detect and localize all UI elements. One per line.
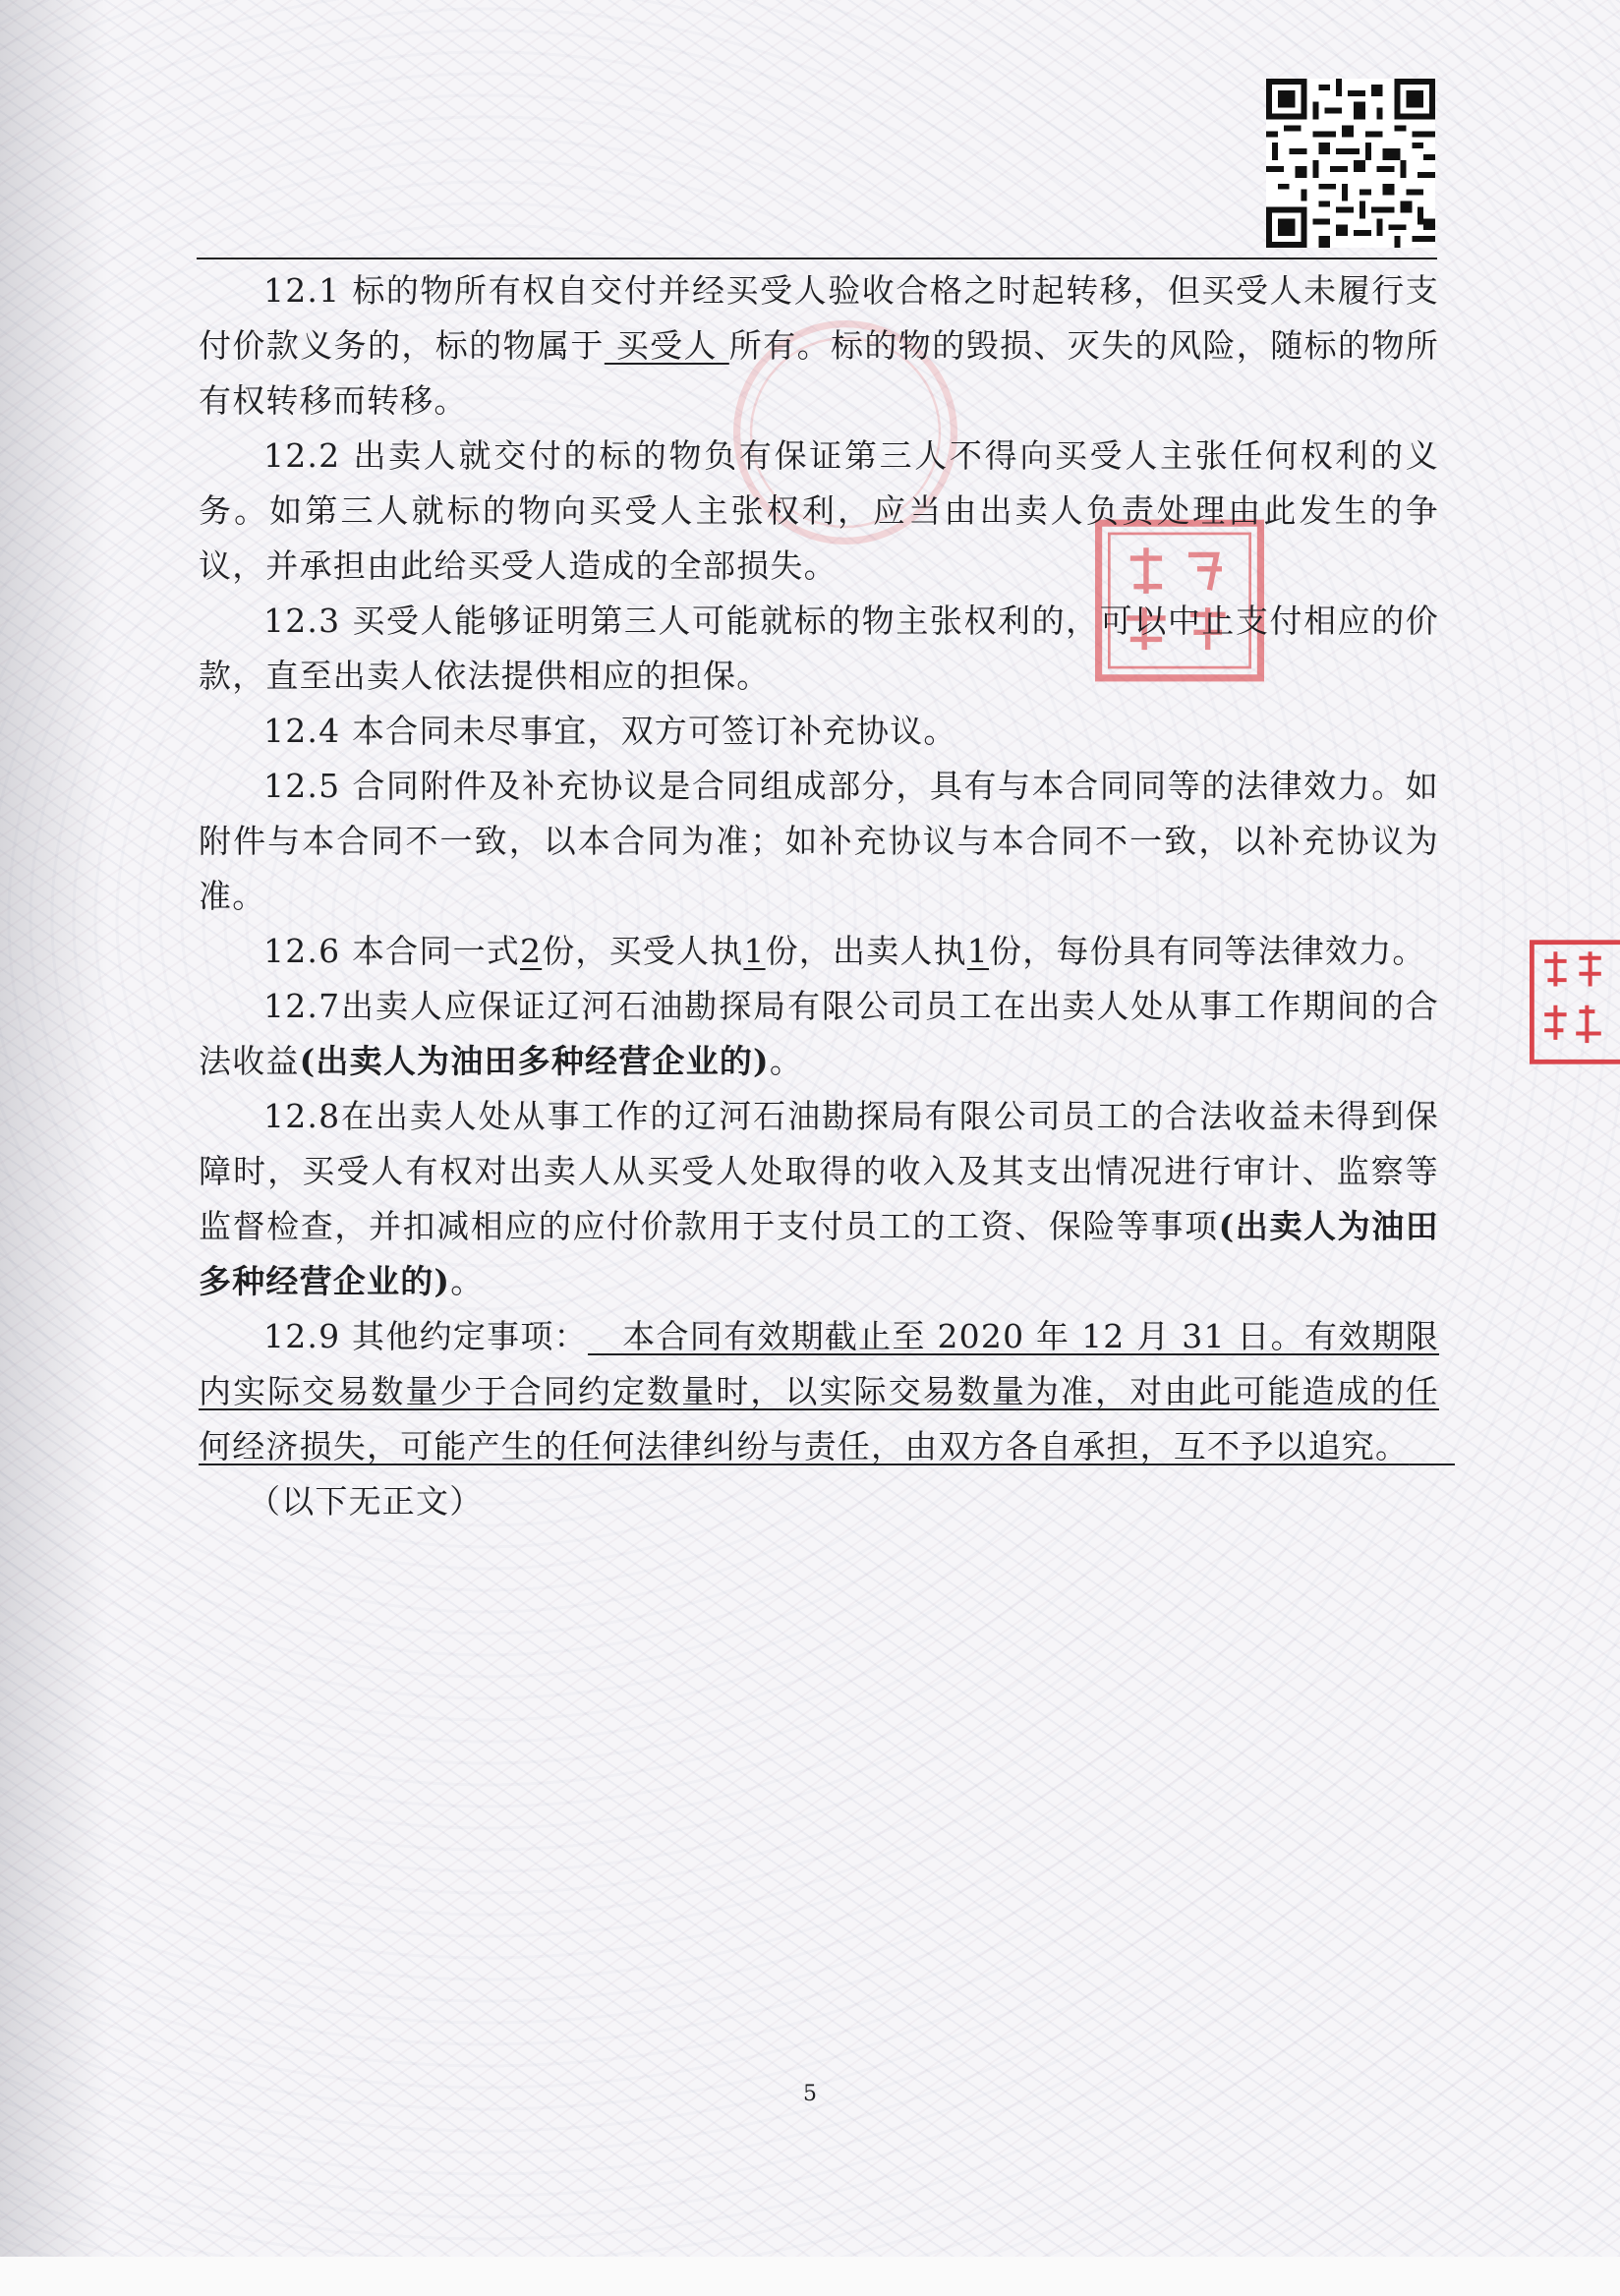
closing-note: （以下无正文） [248,1482,484,1521]
copies-total: 2 [519,932,543,970]
clause-12-4: 12.4 本合同未尽事宜，双方可签订补充协议。 [263,712,957,750]
copies-buyer: 1 [743,932,766,970]
owner-blank: 买受人 [604,326,729,365]
clause-12-1: 12.1 标的物所有权自交付并经买受人验收合格之时起转移，但买受人未履行支付价款义务的，标的物属于 买受人 所有。标的物的毁损、灭失的风险，随标的物所有权转移而转移。 [199,271,1440,420]
partial-seal-stamp [1526,936,1620,1068]
clause-12-3: 12.3 买受人能够证明第三人可能就标的物主张权利的，可以中止支付相应的价款，直至出卖人依法提供相应的担保。 [199,602,1439,695]
clause-12-2: 12.2 出卖人就交付的标的物负有保证第三人不得向买受人主张任何权利的义务。如第三人就标的物向买受人主张权利，应当由出卖人负责处理由此发生的争议，并承担由此给买受人造成的全部损失。 [199,436,1439,585]
clause-12-6: 12.6 本合同一式2份，买受人执1份，出卖人执1份，每份具有同等法律效力。 [263,932,1426,970]
clause-12-7: 12.7出卖人应保证辽河石油勘探局有限公司员工在出卖人处从事工作期间的合法收益(出卖人为油田多种经营企业的)。 [199,987,1439,1080]
scan-edge-shadow [0,0,108,2296]
qr-code [1266,79,1435,248]
contract-body [199,263,1455,1529]
page-number: 5 [803,2082,817,2106]
header-rule [197,258,1437,259]
clause-12-5: 12.5 合同附件及补充协议是合同组成部分，具有与本合同同等的法律效力。如附件与本合同不一致，以本合同为准；如补充协议与本合同不一致，以补充协议为准。 [199,767,1439,915]
clause-12-9: 12.9 其他约定事项： 本合同有效期截止至 2020 年 12 月 31 日。有效期限内实际交易数量少于合同约定数量时，以实际交易数量为准，对由此可能造成的任何经济损失，可能产生的任何法律纠纷与责任，由双方各自承担，互不予以追究。 [199,1317,1455,1465]
clause-12-8: 12.8在出卖人处从事工作的辽河石油勘探局有限公司员工的合法收益未得到保障时，买受人有权对出卖人从买受人处取得的收入及其支出情况进行审计、监察等监督检查，并扣减相应的应付价款用于支付员工的工资、保险等事项(出卖人为油田多种经营企业的)。 [199,1097,1440,1300]
copies-seller: 1 [966,932,989,970]
other-terms: 本合同有效期截止至 2020 年 12 月 31 日。有效期限内实际交易数量少于合同约定数量时，以实际交易数量为准，对由此可能造成的任何经济损失，可能产生的任何法律纠纷与责任，由双方各自承担，互不予以追究。 [199,1317,1455,1465]
scan-bottom-band [0,2257,1620,2296]
